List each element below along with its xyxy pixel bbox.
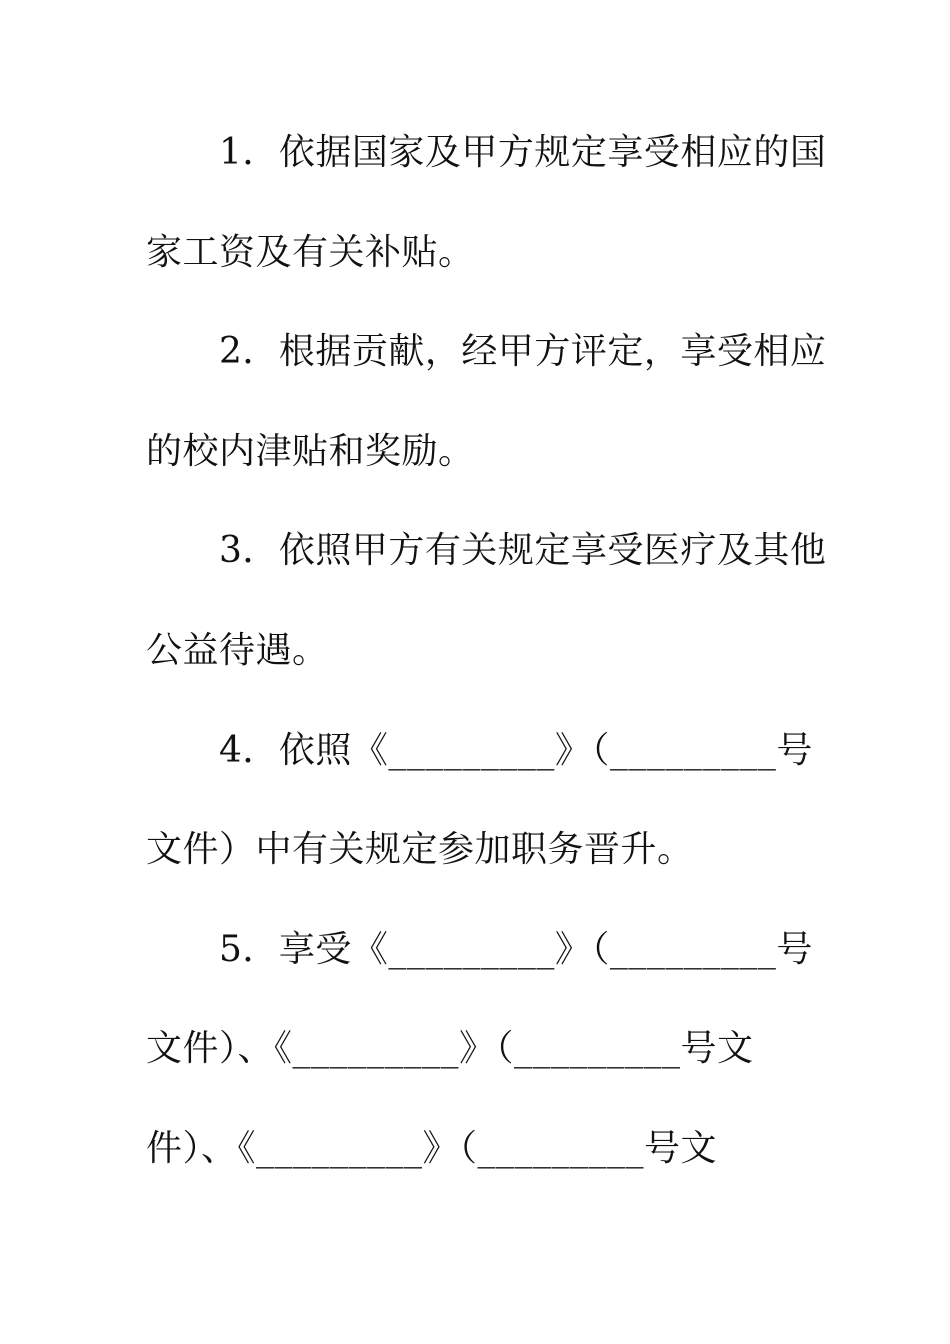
- clause-3-line-1: 3．依照甲方有关规定享受医疗及其他: [146, 530, 827, 571]
- clause-4-line-1: 4．依照《_________》（_________号: [146, 730, 813, 771]
- clause-5-line-1: 5．享受《_________》（_________号: [146, 929, 813, 970]
- clause-1-line-1: 1．依据国家及甲方规定享受相应的国: [146, 132, 827, 173]
- clause-5-line-2: 文件）、《_________》（_________号文: [146, 1028, 754, 1069]
- clause-2-line-1: 2．根据贡献，经甲方评定，享受相应: [146, 331, 827, 372]
- clause-4-line-2: 文件）中有关规定参加职务晋升。: [146, 829, 694, 870]
- clause-2-line-2: 的校内津贴和奖励。: [146, 431, 475, 472]
- clause-5-line-3: 件）、《_________》（_________号文: [146, 1128, 718, 1169]
- clause-1-line-2: 家工资及有关补贴。: [146, 232, 475, 273]
- clause-3-line-2: 公益待遇。: [146, 630, 329, 671]
